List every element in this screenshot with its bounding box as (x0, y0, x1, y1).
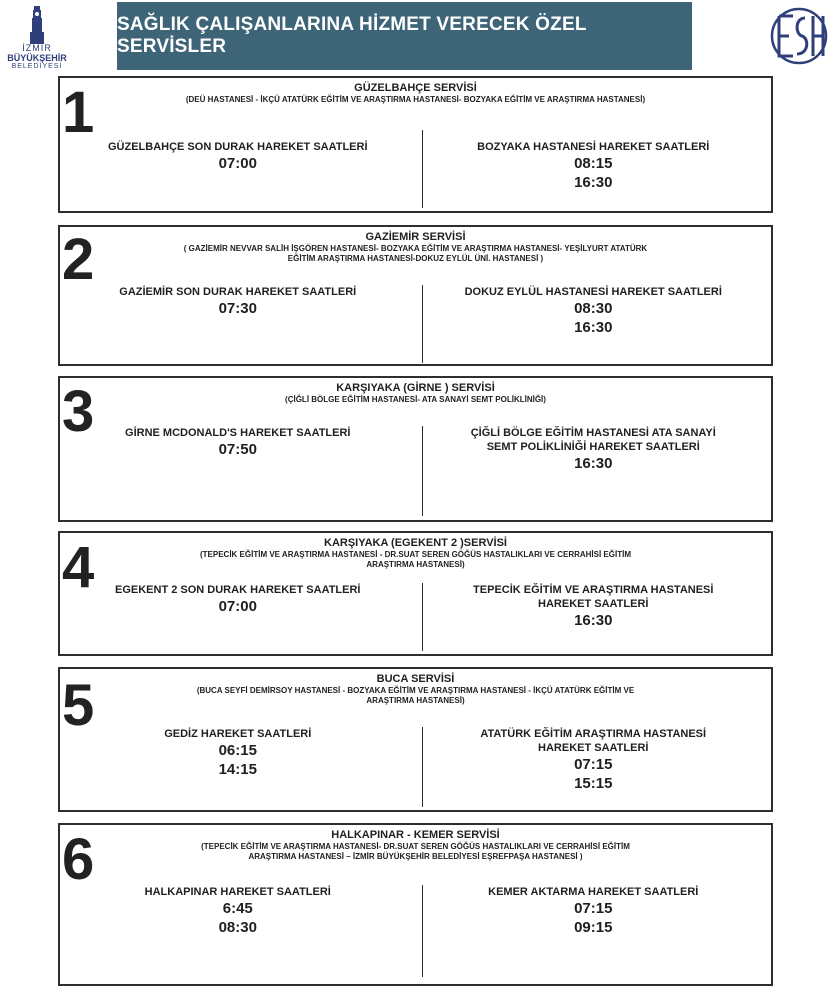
service-description: (TEPECİK EĞİTİM VE ARAŞTIRMA HASTANESİ - DR.SUAT SEREN GÖĞÜS HASTALIKLARI VE CERRAHİSİ EĞİTİM ARAŞTIRMA HASTANESİ) (200, 550, 631, 569)
departure-left (60, 426, 416, 520)
logo-line-3: BELEDİYESİ (11, 63, 63, 70)
column-divider (422, 885, 423, 977)
departure-left (60, 885, 416, 984)
service-name: GAZİEMİR SERVİSİ (365, 231, 466, 243)
departure-right (416, 426, 772, 520)
column-divider (422, 285, 423, 363)
service-description: (DEÜ HASTANESİ - İKÇÜ ATATÜRK EĞİTİM VE ARAŞTIRMA HASTANESİ- BOZYAKA EĞİTİM VE ARAŞTIRMA HASTANESİ) (185, 95, 646, 104)
service-card (58, 667, 773, 812)
departure-left (60, 583, 416, 654)
service-header (60, 378, 771, 405)
service-card (58, 225, 773, 366)
service-name: KARŞIYAKA (EGEKENT 2 )SERVİSİ (324, 537, 507, 549)
departure-time: 07:15 (574, 756, 613, 773)
departure-time: 6:45 (222, 900, 253, 917)
departure-label: ÇİĞLİ BÖLGE EĞİTİM HASTANESİ ATA SANAYİ SEMT POLİKLİNİĞİ HAREKET SAATLERİ (470, 427, 716, 453)
service-card (58, 531, 773, 656)
service-header (60, 825, 771, 862)
departure-left (60, 285, 416, 364)
page-title: SAĞLIK ÇALIŞANLARINA HİZMET VERECEK ÖZEL SERVİSLER (117, 2, 692, 70)
departure-label: BOZYAKA HASTANESİ HAREKET SAATLERİ (477, 141, 710, 153)
departure-label: GEDİZ HAREKET SAATLERİ (164, 728, 312, 740)
service-header (60, 227, 771, 264)
departure-label: GÜZELBAHÇE SON DURAK HAREKET SAATLERİ (107, 141, 368, 153)
departure-left (60, 727, 416, 810)
departure-label: HALKAPINAR HAREKET SAATLERİ (144, 886, 331, 898)
logo-line-2: BÜYÜKŞEHİR (7, 53, 67, 63)
service-card (58, 823, 773, 986)
departure-right (416, 140, 772, 211)
departure-time: 07:50 (218, 441, 257, 458)
service-number: 1 (62, 80, 95, 145)
column-divider (422, 130, 423, 208)
departure-label: ATATÜRK EĞİTİM ARAŞTIRMA HASTANESİ HAREKET SAATLERİ (480, 728, 707, 754)
departure-label: GİRNE MCDONALD'S HAREKET SAATLERİ (125, 427, 351, 439)
service-header (60, 669, 771, 706)
logo-line-1: İZMİR (22, 43, 52, 53)
departure-time: 16:30 (574, 455, 613, 472)
column-divider (422, 426, 423, 516)
service-number: 5 (62, 673, 95, 738)
departure-time: 08:30 (574, 300, 613, 317)
departure-time: 14:15 (218, 761, 257, 778)
departure-time: 07:15 (574, 900, 613, 917)
service-name: KARŞIYAKA (GİRNE ) SERVİSİ (336, 382, 495, 394)
eshot-logo (769, 4, 829, 68)
departure-label: EGEKENT 2 SON DURAK HAREKET SAATLERİ (115, 584, 361, 596)
clock-tower-icon (25, 4, 49, 44)
service-name: GÜZELBAHÇE SERVİSİ (354, 82, 477, 94)
departure-right (416, 727, 772, 810)
service-header (60, 533, 771, 570)
departure-time: 08:30 (218, 919, 257, 936)
service-number: 6 (62, 827, 95, 892)
departure-time: 16:30 (574, 612, 613, 629)
service-card (58, 76, 773, 213)
column-divider (422, 727, 423, 807)
departure-right (416, 285, 772, 364)
departure-time: 16:30 (574, 319, 613, 336)
column-divider (422, 583, 423, 651)
service-card (58, 376, 773, 522)
service-description: (BUCA SEYFİ DEMİRSOY HASTANESİ - BOZYAKA EĞİTİM VE ARAŞTIRMA HASTANESİ - İKÇÜ ATATÜRK EĞİTİM VE ARAŞTIRMA HASTANESİ) (196, 686, 635, 705)
departure-right (416, 583, 772, 654)
departure-time: 09:15 (574, 919, 613, 936)
service-description: ( GAZİEMİR NEVVAR SALİH İŞGÖREN HASTANESİ- BOZYAKA EĞİTİM VE ARAŞTIRMA HASTANESİ- YEŞİLYURT ATATÜRK EĞİTİM ARAŞTIRMA HASTANESİ-DOKUZ EYLÜL ÜNİ. HASTANESİ ) (183, 244, 648, 263)
service-description: (TEPECİK EĞİTİM VE ARAŞTIRMA HASTANESİ- DR.SUAT SEREN GÖĞÜS HASTALIKLARI VE CERRAHİSİ EĞİTİM ARAŞTIRMA HASTANESİ – İZMİR BÜYÜKŞEHİR BELEDİYESİ EŞREFPAŞA HASTANESİ ) (201, 842, 630, 861)
service-number: 4 (62, 535, 95, 600)
departure-time: 06:15 (218, 742, 257, 759)
izmir-logo (4, 4, 70, 72)
departure-right (416, 885, 772, 984)
service-header (60, 78, 771, 105)
departure-left (60, 140, 416, 211)
departure-label: TEPECİK EĞİTİM VE ARAŞTIRMA HASTANESİ HAREKET SAATLERİ (473, 584, 714, 610)
service-name: HALKAPINAR - KEMER SERVİSİ (331, 829, 500, 841)
departure-time: 07:30 (218, 300, 257, 317)
departure-label: DOKUZ EYLÜL HASTANESİ HAREKET SAATLERİ (464, 286, 722, 298)
departure-label: KEMER AKTARMA HAREKET SAATLERİ (488, 886, 699, 898)
service-number: 3 (62, 379, 95, 444)
departure-time: 08:15 (574, 155, 613, 172)
service-name: BUCA SERVİSİ (376, 673, 455, 685)
service-description: (ÇİĞLİ BÖLGE EĞİTİM HASTANESİ- ATA SANAYİ SEMT POLİKLİNİĞİ) (285, 395, 546, 404)
departure-time: 15:15 (574, 775, 613, 792)
departure-time: 16:30 (574, 174, 613, 191)
service-number: 2 (62, 227, 95, 292)
departure-label: GAZİEMİR SON DURAK HAREKET SAATLERİ (119, 286, 357, 298)
departure-time: 07:00 (218, 155, 257, 172)
departure-time: 07:00 (218, 598, 257, 615)
